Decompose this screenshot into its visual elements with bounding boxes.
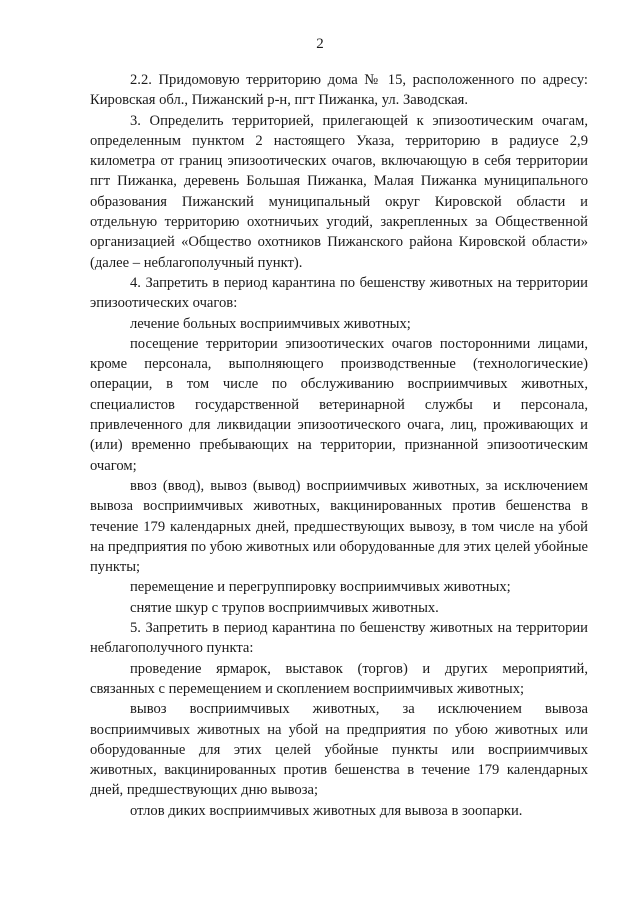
- paragraph-5-item-fairs: проведение ярмарок, выставок (торгов) и других мероприятий, связанных с перемещением и скоплением восприимчивых животных;: [90, 660, 588, 697]
- paragraph-5-item-export: вывоз восприимчивых животных, за исключением вывоза восприимчивых животных на убой на предприятия по убою животных или оборудованные для этих целей убойные пункты или восприимчивых животных, вакцинированных против бешенства в течение 179 календарных дней, предшествующих дню вывоза;: [90, 701, 588, 799]
- paragraph-4-item-transport: ввоз (ввод), вывоз (вывод) восприимчивых животных, за исключением вывоза восприимчивых животных, вакцинированных против бешенства в течение 179 календарных дней, предшествующих вывозу, в том числе на убой на предприятия по убою животных или оборудованные для этих целей убойные пункты;: [90, 477, 588, 576]
- paragraph-3: 3. Определить территорией, прилегающей к эпизоотическим очагам, определенным пунктом 2 настоящего Указа, территорию в радиусе 2,9 километра от границ эпизоотических очагов, включающую в себя территории пгт Пижанка, деревень Большая Пижанка, Малая Пижанка муниципального образования Пижанский муниципальный округ Кировской области и отдельную территорию охотничьих угодий, закрепленных за Общественной организацией «Общество охотников Пижанского района Кировской области» (далее – неблагополучный пункт).: [90, 112, 588, 271]
- paragraph-5-item-capture: отлов диких восприимчивых животных для вывоза в зоопарки.: [130, 802, 523, 819]
- paragraph-4: 4. Запретить в период карантина по бешенству животных на территории эпизоотических очагов:: [90, 274, 588, 312]
- paragraph-4-item-treatment: лечение больных восприимчивых животных;: [130, 315, 411, 332]
- page-number: 2: [316, 36, 324, 52]
- paragraph-5: 5. Запретить в период карантина по бешенству животных на территории неблагополучного пункта:: [90, 620, 588, 657]
- document-body: [90, 70, 588, 821]
- paragraph-2-2: 2.2. Придомовую территорию дома № 15, расположенного по адресу: Кировская обл., Пижанский р-н, пгт Пижанка, ул. Заводская.: [90, 72, 588, 109]
- paragraph-4-item-skinning: снятие шкур с трупов восприимчивых животных.: [130, 599, 439, 616]
- paragraph-4-item-regrouping: перемещение и перегруппировку восприимчивых животных;: [130, 579, 511, 596]
- paragraph-4-item-visits: посещение территории эпизоотических очагов посторонними лицами, кроме персонала, выполняющего производственные (технологические) операции, в том числе по обслуживанию восприимчивых животных, специалистов государственной ветеринарной службы и персонала, привлеченного для ликвидации эпизоотического очага, лиц, проживающих и (или) временно пребывающих на территории, признанной эпизоотическим очагом;: [90, 335, 588, 474]
